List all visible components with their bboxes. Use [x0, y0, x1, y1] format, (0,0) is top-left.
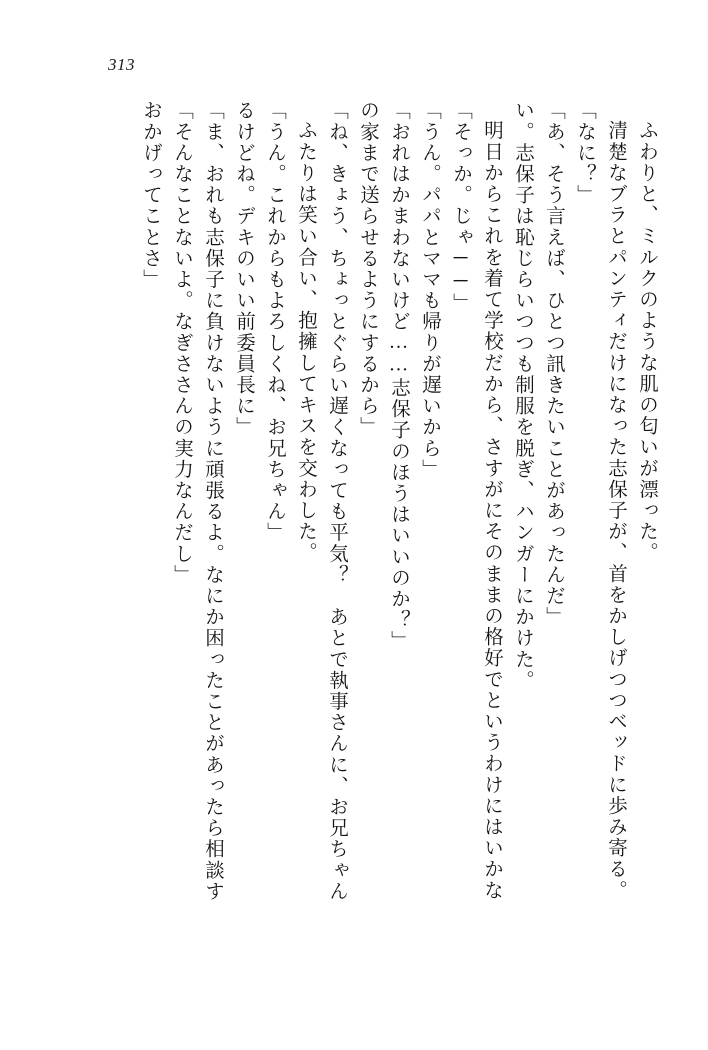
text-column: おかげってことさ」	[140, 100, 161, 290]
text-column: 「うん。パパとママも帰りが遅いから」	[419, 100, 440, 480]
text-column: 「そんなことないよ。なぎささんの実力なんだし」	[171, 100, 192, 586]
text-column: 清楚なブラとパンティだけになった志保子が、首をかしげつつベッドに歩み寄る。	[605, 120, 626, 901]
text-column: 「あ、そう言えば、ひとつ訊きたいことがあったんだ」	[543, 100, 564, 628]
text-column: るけどね。デキのいい前委員長に」	[233, 100, 254, 438]
text-column: い。志保子は恥じらいつつも制服を脱ぎ、ハンガーにかけた。	[512, 100, 533, 691]
vertical-text-body	[129, 100, 656, 930]
text-column: 「おれはかまわないけど……志保子のほうはいいのか？」	[388, 100, 409, 652]
text-column: ふたりは笑い合い、抱擁してキスを交わした。	[295, 120, 316, 564]
text-column: 「ま、おれも志保子に負けないように頑張るよ。なにか困ったことがあったら相談す	[202, 100, 223, 902]
page-number: 313	[108, 55, 135, 74]
text-column: 「なに？」	[574, 100, 595, 206]
text-column: の家まで送らせるようにするから」	[357, 100, 378, 438]
text-column: 「そっか。じゃ──」	[450, 100, 471, 314]
text-column: 「うん。これからもよろしくね、お兄ちゃん」	[264, 100, 285, 544]
text-column: 「ね、きょう、ちょっとぐらい遅くなっても平気？ あとで執事さんに、お兄ちゃん	[326, 100, 347, 902]
text-column: ふわりと、ミルクのような肌の匂いが漂った。	[636, 120, 657, 564]
text-column: 明日からこれを着て学校だから、さすがにそのままの格好でというわけにはいかな	[481, 120, 502, 901]
